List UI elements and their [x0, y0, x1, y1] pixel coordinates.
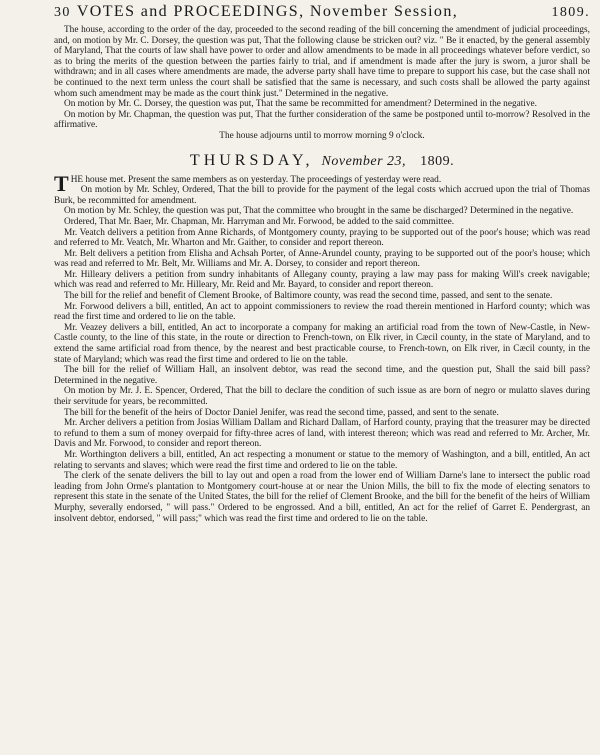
paragraph: Mr. Veatch delivers a petition from Anne Richards, of Montgomery county, praying to be supported out of the poor's house; which was read and referred to Mr. Veatch, Mr. Wharton and Mr. Gaither, to consider and report thereon. [54, 227, 590, 249]
paragraph: On motion by Mr. Schley, Ordered, That the bill to provide for the payment of the legal costs which accrued upon the trial of Thomas Burk, be recommitted for amendment. [54, 185, 590, 206]
day-year: 1809. [420, 153, 455, 169]
paragraph: Ordered, That Mr. Baer, Mr. Chapman, Mr. Harryman and Mr. Forwood, be added to the said committee. [64, 216, 455, 227]
paragraph: Mr. Belt delivers a petition from Elisha and Achsah Porter, of Anne-Arundel county, praying to be supported out of the poor's house; which was read and referred to Mr. Belt, Mr. Williams and Mr. A. Dorsey, to consider and report thereon. [54, 248, 590, 270]
page-number: 30 [54, 5, 71, 20]
day-date: November 23, [321, 153, 407, 169]
drop-cap: T [54, 170, 69, 196]
thursday-proceedings [54, 170, 590, 525]
day-name: THURSDAY, [189, 151, 314, 169]
opening-text: HE house met. Present the same members as on yesterday. The proceedings of yesterday were read. [70, 174, 442, 185]
paragraph: The bill for the relief and benefit of Clement Brooke, of Baltimore county, was read the second time, passed, and sent to the senate. [64, 291, 553, 302]
adjournment-note: The house adjourns until to morrow morning 9 o'clock. [219, 130, 425, 141]
day-heading [54, 152, 590, 170]
paragraph: Mr. Hilleary delivers a petition from sundry inhabitants of Allegany county, praying a law may pass for making Will's creek navigable; which was read and referred to Mr. Hilleary, Mr. Reid and Mr. Bayard, to consider and report thereon. [54, 269, 590, 291]
paragraph: On motion by Mr. C. Dorsey, the question was put, That the same be recommitted for amendment? Determined in the negative. [64, 99, 537, 110]
running-head [54, 3, 590, 25]
journal-title: VOTES and PROCEEDINGS, November Session, [76, 3, 459, 20]
paragraph: Mr. Forwood delivers a bill, entitled, An act to appoint commissioners to review the road therein mentioned in Harford county; which was read the first time and ordered to lie on the table. [54, 301, 590, 323]
paragraph: On motion by Mr. J. E. Spencer, Ordered, That the bill to declare the condition of such issue as are born of negro or mulatto slaves during their servitude for years, be recommitted. [54, 386, 590, 407]
paragraph: On motion by Mr. Schley, the question was put, That the committee who brought in the same be discharged? Determined in the negative. [64, 206, 574, 217]
paragraph: The house, according to the order of the day, proceeded to the second reading of the bill concerning the amendment of judicial proceedings, and, on motion by Mr. C. Dorsey, the question was put, That the following clause be stricken out? viz. " Be it enacted, by the general assembly of Maryland, That the courts of law shall have power to order and allow amendments to be made in all proceedings whatever before verdict, so as to bring the merits of the question between the parties fairly to trial, and if amendment is made after the jury is sworn, a juror shall be withdrawn; and in all cases where amendments are made, the adverse party shall have time to prepare to support his case, but the case shall not be continued to the next term unless the court shall be satisfied that the same is necessary, and such costs shall be allowed the party against whom such amendment may be made as the court think just." Determined in the negative. [54, 25, 590, 99]
paragraph: Mr. Worthington delivers a bill, entitled, An act respecting a monument or statue to the memory of Washington, and a bill, entitled, An act relating to servants and slaves; which were read the first time and ordered to lie on the table. [54, 449, 590, 471]
paragraph: The clerk of the senate delivers the bill to lay out and open a road from the lower end of William Darne's lane to intersect the public road leading from John Orme's plantation to Montgomery court-house at or near the Union Mills, the bill to fix the mode of electing senators to represent this state in the senate of the United States, the bill for the relief of Clement Brooke, and the bill for the benefit of the heirs of William Murphy, severally endorsed, " will pass." Ordered to be engrossed. And a bill, entitled, An act for the relief of Garret E. Pendergrast, an insolvent debtor, endorsed, " will pass;" which was read the first time and ordered to lie on the table. [54, 471, 590, 524]
paragraph: Mr. Veazey delivers a bill, entitled, An act to incorporate a company for making an artificial road from the town of New-Castle, in New-Castle county, to the line of this state, in the route or direction to French-town, on Elk river, in Cæcil county, in the state of Maryland, and to extend the same artificial road from thence, by the nearest and best practicable course, to French-town, on Elk river, in Cæcil county, in the state of Maryland; which was read the first time and ordered to lie on the table. [54, 322, 590, 365]
paragraph: On motion by Mr. Chapman, the question was put, That the further consideration of the same be postponed until to-morrow? Resolved in the affirmative. [54, 109, 590, 131]
previous-day-section [54, 25, 590, 142]
paragraph: Mr. Archer delivers a petition from Josias William Dallam and Richard Dallam, of Harford county, praying that the treasurer may be directed to refund to them a sum of money overpaid for fifty-three acres of land, with interest thereon; which was read and referred to Mr. Archer, Mr. Davis and Mr. Forwood, to consider and report thereon. [54, 418, 590, 450]
journal-year: 1809. [551, 5, 590, 20]
paragraph: The bill for the benefit of the heirs of Doctor Daniel Jenifer, was read the second time, passed, and sent to the senate. [64, 407, 499, 418]
paragraph: The bill for the relief of William Hall, an insolvent debtor, was read the second time, and the question put, Shall the said bill pass? Determined in the negative. [54, 365, 590, 386]
